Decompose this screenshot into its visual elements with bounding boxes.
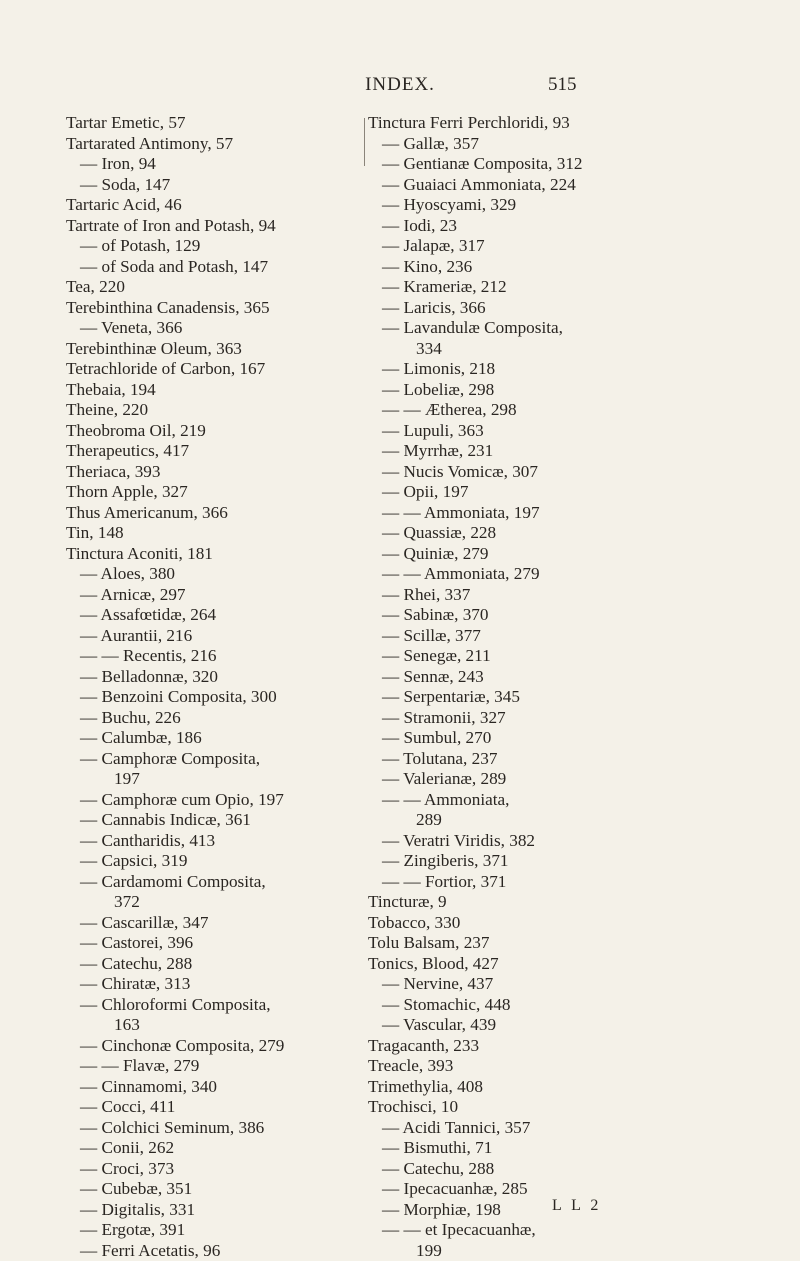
index-entry: — Chiratæ, 313 bbox=[66, 974, 366, 995]
index-entry: — — et Ipecacuanhæ, bbox=[368, 1220, 713, 1241]
index-entry: — Benzoini Composita, 300 bbox=[66, 687, 366, 708]
index-entry: Treacle, 393 bbox=[368, 1056, 713, 1077]
index-entry: — Sennæ, 243 bbox=[368, 667, 713, 688]
index-entry: — — Ammoniata, 279 bbox=[368, 564, 713, 585]
index-entry-continuation: 289 bbox=[368, 810, 713, 831]
index-entry: — Conii, 262 bbox=[66, 1138, 366, 1159]
index-entry: — Capsici, 319 bbox=[66, 851, 366, 872]
index-entry: Tragacanth, 233 bbox=[368, 1036, 713, 1057]
index-entry: Tobacco, 330 bbox=[368, 913, 713, 934]
index-entry: — Gentianæ Composita, 312 bbox=[368, 154, 713, 175]
index-entry: — Senegæ, 211 bbox=[368, 646, 713, 667]
page-header bbox=[0, 74, 800, 104]
index-entry: — Vascular, 439 bbox=[368, 1015, 713, 1036]
index-entry: — — Ammoniata, 197 bbox=[368, 503, 713, 524]
index-entry: — Cardamomi Composita, bbox=[66, 872, 366, 893]
index-entry: — Limonis, 218 bbox=[368, 359, 713, 380]
index-entry: — Sumbul, 270 bbox=[368, 728, 713, 749]
index-entry: — — Ammoniata, bbox=[368, 790, 713, 811]
index-entry: — Quiniæ, 279 bbox=[368, 544, 713, 565]
index-entry: — Cocci, 411 bbox=[66, 1097, 366, 1118]
index-entry: — Sabinæ, 370 bbox=[368, 605, 713, 626]
index-entry: — Acidi Tannici, 357 bbox=[368, 1118, 713, 1139]
index-entry: — Bismuthi, 71 bbox=[368, 1138, 713, 1159]
index-entry: — Cannabis Indicæ, 361 bbox=[66, 810, 366, 831]
index-entry: — Camphoræ cum Opio, 197 bbox=[66, 790, 366, 811]
index-entry-continuation: 372 bbox=[66, 892, 366, 913]
index-entry: — Soda, 147 bbox=[66, 175, 366, 196]
index-entry: Thorn Apple, 327 bbox=[66, 482, 366, 503]
index-entry: — Guaiaci Ammoniata, 224 bbox=[368, 175, 713, 196]
index-entry: — Arnicæ, 297 bbox=[66, 585, 366, 606]
index-entry: — Nervine, 437 bbox=[368, 974, 713, 995]
index-entry: Tea, 220 bbox=[66, 277, 366, 298]
index-entry: — — Fortior, 371 bbox=[368, 872, 713, 893]
index-entry: — Iron, 94 bbox=[66, 154, 366, 175]
index-entry: — Lobeliæ, 298 bbox=[368, 380, 713, 401]
index-entry: — Castorei, 396 bbox=[66, 933, 366, 954]
index-entry: — Valerianæ, 289 bbox=[368, 769, 713, 790]
index-entry: Theriaca, 393 bbox=[66, 462, 366, 483]
index-entry: Tetrachloride of Carbon, 167 bbox=[66, 359, 366, 380]
index-entry: — Rhei, 337 bbox=[368, 585, 713, 606]
index-entry: — Nucis Vomicæ, 307 bbox=[368, 462, 713, 483]
index-entry: — Assafœtidæ, 264 bbox=[66, 605, 366, 626]
index-entry: — Kino, 236 bbox=[368, 257, 713, 278]
index-entry: — Buchu, 226 bbox=[66, 708, 366, 729]
index-entry: — of Potash, 129 bbox=[66, 236, 366, 257]
index-entry: Terebinthina Canadensis, 365 bbox=[66, 298, 366, 319]
index-entry: Tartarated Antimony, 57 bbox=[66, 134, 366, 155]
index-entry: Tincturæ, 9 bbox=[368, 892, 713, 913]
index-entry: — Stramonii, 327 bbox=[368, 708, 713, 729]
index-entry: — Stomachic, 448 bbox=[368, 995, 713, 1016]
index-entry: — — Ætherea, 298 bbox=[368, 400, 713, 421]
index-entry: Tartaric Acid, 46 bbox=[66, 195, 366, 216]
index-entry: — Veratri Viridis, 382 bbox=[368, 831, 713, 852]
index-entry: — of Soda and Potash, 147 bbox=[66, 257, 366, 278]
signature-mark: L L 2 bbox=[552, 1197, 601, 1215]
index-entry: — Scillæ, 377 bbox=[368, 626, 713, 647]
index-entry: Tonics, Blood, 427 bbox=[368, 954, 713, 975]
index-entry: Theine, 220 bbox=[66, 400, 366, 421]
index-entry: — Krameriæ, 212 bbox=[368, 277, 713, 298]
index-entry: — Cinchonæ Composita, 279 bbox=[66, 1036, 366, 1057]
index-entry: Trochisci, 10 bbox=[368, 1097, 713, 1118]
index-entry-continuation: 163 bbox=[66, 1015, 366, 1036]
index-entry: — Calumbæ, 186 bbox=[66, 728, 366, 749]
index-entry: — Belladonnæ, 320 bbox=[66, 667, 366, 688]
index-entry: — Ergotæ, 391 bbox=[66, 1220, 366, 1241]
index-entry: — Aloes, 380 bbox=[66, 564, 366, 585]
index-entry: — Catechu, 288 bbox=[66, 954, 366, 975]
index-entry: — Lavandulæ Composita, bbox=[368, 318, 713, 339]
index-entry: — Cascarillæ, 347 bbox=[66, 913, 366, 934]
index-entry: Trimethylia, 408 bbox=[368, 1077, 713, 1098]
index-entry: — Serpentariæ, 345 bbox=[368, 687, 713, 708]
index-entry: — Morphiæ, 198 bbox=[368, 1200, 713, 1221]
index-entry: Thebaia, 194 bbox=[66, 380, 366, 401]
index-entry: Tinctura Aconiti, 181 bbox=[66, 544, 366, 565]
index-entry: — Opii, 197 bbox=[368, 482, 713, 503]
index-entry: — Colchici Seminum, 386 bbox=[66, 1118, 366, 1139]
index-entry: — Cantharidis, 413 bbox=[66, 831, 366, 852]
index-entry: — Veneta, 366 bbox=[66, 318, 366, 339]
index-entry: — Ipecacuanhæ, 285 bbox=[368, 1179, 713, 1200]
index-entry: Tartrate of Iron and Potash, 94 bbox=[66, 216, 366, 237]
index-entry: — Laricis, 366 bbox=[368, 298, 713, 319]
index-entry: — Catechu, 288 bbox=[368, 1159, 713, 1180]
index-entry: — — Flavæ, 279 bbox=[66, 1056, 366, 1077]
index-column-right bbox=[368, 113, 713, 1261]
index-entry-continuation: 199 bbox=[368, 1241, 713, 1261]
index-entry-continuation: 197 bbox=[66, 769, 366, 790]
index-entry: — Gallæ, 357 bbox=[368, 134, 713, 155]
index-entry: Tin, 148 bbox=[66, 523, 366, 544]
page-number: 515 bbox=[548, 74, 577, 96]
index-entry: — Camphoræ Composita, bbox=[66, 749, 366, 770]
index-entry: Thus Americanum, 366 bbox=[66, 503, 366, 524]
index-entry: — Lupuli, 363 bbox=[368, 421, 713, 442]
index-entry: — Zingiberis, 371 bbox=[368, 851, 713, 872]
index-entry: — Hyoscyami, 329 bbox=[368, 195, 713, 216]
index-entry: Terebinthinæ Oleum, 363 bbox=[66, 339, 366, 360]
index-entry: — Iodi, 23 bbox=[368, 216, 713, 237]
index-entry: Tartar Emetic, 57 bbox=[66, 113, 366, 134]
index-entry: — Croci, 373 bbox=[66, 1159, 366, 1180]
index-entry: Theobroma Oil, 219 bbox=[66, 421, 366, 442]
index-entry: — — Recentis, 216 bbox=[66, 646, 366, 667]
index-entry: — Jalapæ, 317 bbox=[368, 236, 713, 257]
index-entry: — Aurantii, 216 bbox=[66, 626, 366, 647]
index-entry: Therapeutics, 417 bbox=[66, 441, 366, 462]
index-column-left bbox=[66, 113, 366, 1261]
index-entry: — Cubebæ, 351 bbox=[66, 1179, 366, 1200]
index-entry: Tolu Balsam, 237 bbox=[368, 933, 713, 954]
running-title: INDEX. bbox=[0, 74, 800, 96]
index-entry-continuation: 334 bbox=[368, 339, 713, 360]
index-entry: — Chloroformi Composita, bbox=[66, 995, 366, 1016]
index-entry: — Ferri Acetatis, 96 bbox=[66, 1241, 366, 1261]
index-entry: — Digitalis, 331 bbox=[66, 1200, 366, 1221]
index-entry: — Myrrhæ, 231 bbox=[368, 441, 713, 462]
index-entry: — Tolutana, 237 bbox=[368, 749, 713, 770]
index-entry: Tinctura Ferri Perchloridi, 93 bbox=[368, 113, 713, 134]
index-entry: — Quassiæ, 228 bbox=[368, 523, 713, 544]
index-entry: — Cinnamomi, 340 bbox=[66, 1077, 366, 1098]
